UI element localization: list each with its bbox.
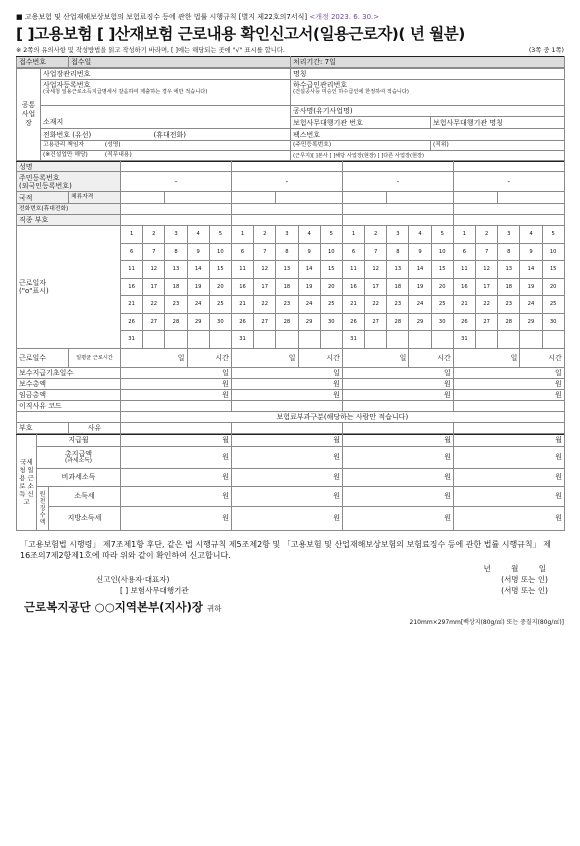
receipt-date-label: 접수일 — [69, 57, 291, 68]
worker-2-hours[interactable]: 시간 — [298, 348, 342, 367]
day-cell[interactable]: 5 — [431, 226, 453, 244]
day-cell[interactable]: 24 — [187, 296, 209, 314]
day-cell[interactable] — [365, 331, 387, 349]
day-cell[interactable]: 28 — [387, 313, 409, 331]
landline-label: (유선) — [72, 130, 92, 139]
reporter-row[interactable] — [16, 574, 564, 585]
worker-3-nation[interactable] — [342, 192, 386, 204]
day-cell[interactable]: 4 — [409, 226, 431, 244]
day-cell[interactable] — [431, 331, 453, 349]
worker-3-leave[interactable] — [342, 400, 453, 411]
day-cell[interactable]: 29 — [298, 313, 320, 331]
worker-2-code[interactable] — [231, 422, 342, 433]
worker-2-local-tax[interactable]: 원 — [232, 506, 343, 530]
worker-1-id[interactable]: - — [121, 172, 232, 192]
day-cell[interactable]: 9 — [298, 243, 320, 261]
workdays-label-note: ("o"표시) — [19, 286, 49, 295]
day-cell[interactable]: 18 — [498, 278, 520, 296]
day-cell[interactable]: 23 — [276, 296, 298, 314]
day-cell[interactable] — [209, 331, 231, 349]
day-cell[interactable] — [498, 331, 520, 349]
day-cell[interactable]: 18 — [276, 278, 298, 296]
job-code-label: 직종 부호 — [17, 215, 121, 226]
worker-2-phone[interactable] — [231, 204, 342, 215]
nontax-label: 비과세소득 — [37, 468, 121, 486]
day-cell[interactable]: 26 — [342, 313, 364, 331]
day-cell[interactable]: 18 — [165, 278, 187, 296]
day-cell[interactable] — [143, 331, 165, 349]
biz-reg-no-field[interactable] — [41, 80, 291, 106]
day-cell[interactable]: 17 — [143, 278, 165, 296]
day-cell[interactable]: 1 — [342, 226, 364, 244]
worker-3-wage[interactable]: 원 — [342, 389, 453, 400]
day-cell[interactable]: 28 — [276, 313, 298, 331]
tax-table — [16, 434, 565, 531]
worker-4-total-pay[interactable]: 원 — [453, 378, 564, 389]
worker-id-text: 주민등록번호 (외국인등록번호) — [19, 173, 72, 190]
day-cell[interactable]: 16 — [231, 278, 253, 296]
calendar-row — [17, 226, 565, 244]
taxable-pay-note: (과세소득) — [65, 457, 92, 464]
day-cell[interactable]: 4 — [520, 226, 542, 244]
day-cell[interactable]: 14 — [187, 261, 209, 279]
day-cell[interactable]: 30 — [209, 313, 231, 331]
income-tax-label: 소득세 — [49, 486, 121, 506]
day-cell[interactable]: 13 — [276, 261, 298, 279]
worker-2-id[interactable]: - — [231, 172, 342, 192]
day-cell[interactable] — [320, 331, 342, 349]
worker-1-days[interactable]: 일 — [121, 348, 188, 367]
day-cell[interactable]: 31 — [121, 331, 143, 349]
workdays-label — [17, 226, 121, 349]
worker-4-income-tax[interactable]: 원 — [454, 486, 565, 506]
day-cell[interactable]: 24 — [409, 296, 431, 314]
phone-field[interactable] — [41, 129, 291, 141]
worker-3-code[interactable] — [342, 422, 453, 433]
day-cell[interactable]: 13 — [387, 261, 409, 279]
day-cell[interactable]: 17 — [476, 278, 498, 296]
nationality-label: 국적 — [17, 192, 69, 204]
biz-reg-no-label: 사업자등록번호 — [43, 81, 91, 89]
day-cell[interactable] — [254, 331, 276, 349]
day-cell[interactable]: 8 — [165, 243, 187, 261]
day-cell[interactable] — [409, 331, 431, 349]
avg-hours-label: 일평균 근로시간 — [69, 348, 121, 367]
day-cell[interactable]: 22 — [476, 296, 498, 314]
worker-4-taxable[interactable]: 원 — [454, 446, 565, 468]
agent-label: [ ] 보험사무대행기관 — [120, 585, 189, 595]
mgmt-no-field[interactable]: 사업장관리번호 — [41, 69, 291, 80]
day-cell[interactable]: 2 — [143, 226, 165, 244]
day-cell[interactable]: 14 — [298, 261, 320, 279]
manager-duty-label: (직무내용) — [104, 152, 132, 158]
day-cell[interactable]: 29 — [409, 313, 431, 331]
form-title: [ ]고용보험 [ ]산재보험 근로내용 확인신고서(일용근로자)( 년 월분) — [16, 25, 465, 43]
day-cell[interactable]: 9 — [187, 243, 209, 261]
reporter-label: 신고인(사용자·대표자) — [96, 574, 170, 584]
day-cell[interactable]: 22 — [365, 296, 387, 314]
worker-1-taxable[interactable]: 원 — [121, 446, 232, 468]
day-cell[interactable]: 16 — [342, 278, 364, 296]
basis-days-label: 보수지급기초일수 — [17, 367, 121, 378]
day-cell[interactable]: 17 — [254, 278, 276, 296]
company-name-field[interactable]: 명칭 — [291, 69, 565, 80]
day-cell[interactable]: 26 — [121, 313, 143, 331]
worker-3-hours[interactable]: 시간 — [409, 348, 453, 367]
worker-1-basis-days[interactable]: 일 — [121, 367, 232, 378]
worker-1-code[interactable] — [121, 422, 232, 433]
worker-4-nation[interactable] — [453, 192, 497, 204]
day-cell[interactable]: 5 — [209, 226, 231, 244]
day-cell[interactable]: 9 — [520, 243, 542, 261]
day-cell[interactable]: 3 — [498, 226, 520, 244]
day-cell[interactable]: 18 — [387, 278, 409, 296]
day-cell[interactable]: 29 — [187, 313, 209, 331]
day-cell[interactable]: 25 — [209, 296, 231, 314]
day-cell[interactable]: 23 — [165, 296, 187, 314]
premium-note: 보험료부과구분(해당하는 사람만 적습니다) — [121, 411, 565, 422]
manager-row-2[interactable] — [41, 151, 291, 161]
day-cell[interactable]: 30 — [320, 313, 342, 331]
worker-4-local-tax[interactable]: 원 — [454, 506, 565, 530]
reporter-sign[interactable]: (서명 또는 인) — [501, 574, 548, 584]
instructions-text: ※ 2쪽의 유의사항 및 작성방법을 읽고 작성하기 바라며, [ ]에는 해당되는 곳에 "√" 표시를 합니다. — [16, 47, 285, 54]
day-cell[interactable]: 16 — [453, 278, 475, 296]
day-cell[interactable]: 5 — [320, 226, 342, 244]
local-tax-label: 지방소득세 — [49, 506, 121, 530]
worker-2-wage[interactable]: 원 — [231, 389, 342, 400]
day-cell[interactable] — [387, 331, 409, 349]
day-cell[interactable]: 21 — [121, 296, 143, 314]
day-cell[interactable]: 4 — [298, 226, 320, 244]
day-cell[interactable]: 22 — [254, 296, 276, 314]
day-cell[interactable]: 7 — [365, 243, 387, 261]
worker-3-nontax[interactable]: 원 — [343, 468, 454, 486]
manager-id-field[interactable]: (주민등록번호) — [291, 141, 431, 151]
worker-3-id[interactable]: - — [342, 172, 453, 192]
day-cell[interactable]: 21 — [342, 296, 364, 314]
worker-3-job[interactable] — [342, 215, 453, 226]
day-cell[interactable]: 11 — [342, 261, 364, 279]
day-cell[interactable]: 25 — [320, 296, 342, 314]
day-cell[interactable]: 15 — [320, 261, 342, 279]
day-cell[interactable]: 1 — [453, 226, 475, 244]
sub-mgmt-no-field[interactable] — [291, 80, 565, 106]
worker-1-leave[interactable] — [121, 400, 232, 411]
worker-1-wage[interactable]: 원 — [121, 389, 232, 400]
day-cell[interactable] — [298, 331, 320, 349]
total-pay-label: 보수총액 — [17, 378, 121, 389]
premium-blank — [17, 411, 121, 422]
day-cell[interactable]: 2 — [254, 226, 276, 244]
worker-4-pay-month[interactable]: 월 — [454, 434, 565, 446]
day-cell[interactable]: 8 — [276, 243, 298, 261]
agent-name-field[interactable]: 보험사무대행기관 명칭 — [431, 117, 565, 129]
day-cell[interactable]: 31 — [231, 331, 253, 349]
manager-note: (※건설업만 해당) — [43, 152, 88, 158]
day-cell[interactable]: 19 — [298, 278, 320, 296]
worker-4-visa[interactable] — [498, 192, 565, 204]
day-cell[interactable]: 21 — [231, 296, 253, 314]
day-cell[interactable]: 15 — [209, 261, 231, 279]
worker-1-hours[interactable]: 시간 — [187, 348, 231, 367]
worker-1-income-tax[interactable]: 원 — [121, 486, 232, 506]
paper-spec: 210mm×297mm[백상지(80g/㎡) 또는 중질지(80g/㎡)] — [409, 618, 564, 626]
recipient — [16, 599, 564, 615]
processing-period: 처리기간: 7일 — [291, 57, 565, 68]
day-cell[interactable]: 24 — [298, 296, 320, 314]
law-ref-text: ■ 고용보험 및 산업재해보상보험의 보험료징수 등에 관한 법률 시행규칙 [별지 제22호의7서식] — [16, 13, 308, 21]
day-cell[interactable]: 2 — [476, 226, 498, 244]
worker-name-label: 성명 — [17, 162, 121, 172]
worker-3-total-pay[interactable]: 원 — [342, 378, 453, 389]
worker-1-nation[interactable] — [121, 192, 165, 204]
code-label: 부호 — [17, 422, 69, 433]
day-cell[interactable] — [520, 331, 542, 349]
day-cell[interactable]: 25 — [431, 296, 453, 314]
worker-2-total-pay[interactable]: 원 — [231, 378, 342, 389]
leave-code-label: 이직사유 코드 — [17, 400, 121, 411]
employer-section-label: 공통 사업장 — [17, 69, 41, 161]
worker-3-days[interactable]: 일 — [342, 348, 409, 367]
worker-3-basis-days[interactable]: 일 — [342, 367, 453, 378]
manager-pos-field[interactable]: (직위) — [431, 141, 565, 151]
worker-2-visa[interactable] — [276, 192, 343, 204]
day-cell[interactable]: 28 — [498, 313, 520, 331]
worker-4-hours[interactable]: 시간 — [520, 348, 564, 367]
day-cell[interactable]: 30 — [431, 313, 453, 331]
address-spacer — [41, 106, 291, 117]
day-cell[interactable]: 11 — [121, 261, 143, 279]
worker-4-job[interactable] — [453, 215, 564, 226]
worker-3-pay-month[interactable]: 월 — [343, 434, 454, 446]
page-info: (3쪽 중 1쪽) — [528, 47, 564, 54]
tax-section-label: 국세청 일용 근로 소득 신고 — [17, 434, 37, 530]
day-cell[interactable]: 27 — [143, 313, 165, 331]
worker-1-total-pay[interactable]: 원 — [121, 378, 232, 389]
worker-3-taxable[interactable]: 원 — [343, 446, 454, 468]
worker-2-job[interactable] — [231, 215, 342, 226]
worker-2-days[interactable]: 일 — [231, 348, 298, 367]
day-cell[interactable]: 12 — [365, 261, 387, 279]
day-cell[interactable]: 10 — [209, 243, 231, 261]
day-cell[interactable]: 20 — [209, 278, 231, 296]
worker-2-taxable[interactable]: 원 — [232, 446, 343, 468]
manager-name-label: (성명) — [104, 142, 121, 148]
worker-1-local-tax[interactable]: 원 — [121, 506, 232, 530]
fax-field[interactable]: 팩스번호 — [291, 129, 565, 141]
day-cell[interactable]: 23 — [498, 296, 520, 314]
day-cell[interactable]: 12 — [476, 261, 498, 279]
worker-2-name[interactable] — [231, 162, 342, 172]
worker-2-leave[interactable] — [231, 400, 342, 411]
worker-1-visa[interactable] — [165, 192, 232, 204]
day-cell[interactable]: 3 — [387, 226, 409, 244]
form-page — [16, 12, 564, 626]
day-cell[interactable]: 27 — [365, 313, 387, 331]
day-cell[interactable]: 21 — [453, 296, 475, 314]
worker-4-basis-days[interactable]: 일 — [453, 367, 564, 378]
worker-1-name[interactable] — [121, 162, 232, 172]
day-cell[interactable]: 10 — [542, 243, 564, 261]
worker-id-label — [17, 172, 121, 192]
day-cell[interactable]: 17 — [365, 278, 387, 296]
worker-3-income-tax[interactable]: 원 — [343, 486, 454, 506]
day-cell[interactable]: 7 — [143, 243, 165, 261]
address-field[interactable]: 소재지 — [41, 117, 291, 129]
day-cell[interactable]: 19 — [187, 278, 209, 296]
day-cell[interactable]: 13 — [498, 261, 520, 279]
day-cell[interactable] — [542, 331, 564, 349]
day-cell[interactable] — [476, 331, 498, 349]
day-cell[interactable]: 24 — [520, 296, 542, 314]
day-cell[interactable]: 1 — [121, 226, 143, 244]
worker-3-name[interactable] — [342, 162, 453, 172]
agent-sign[interactable]: (서명 또는 인) — [501, 585, 548, 595]
taxable-pay-text: 총지급액 — [64, 449, 93, 458]
worker-phone-label: 전화번호(휴대전화) — [17, 204, 121, 215]
worker-3-visa[interactable] — [387, 192, 454, 204]
day-cell[interactable]: 27 — [254, 313, 276, 331]
day-cell[interactable]: 7 — [476, 243, 498, 261]
worker-1-pay-month[interactable]: 월 — [121, 434, 232, 446]
day-cell[interactable]: 20 — [320, 278, 342, 296]
worker-3-phone[interactable] — [342, 204, 453, 215]
worker-table — [16, 161, 565, 434]
day-cell[interactable]: 26 — [231, 313, 253, 331]
day-cell[interactable]: 13 — [165, 261, 187, 279]
recipient-honorific: 귀하 — [207, 603, 222, 613]
day-cell[interactable]: 10 — [320, 243, 342, 261]
day-cell[interactable]: 1 — [231, 226, 253, 244]
day-cell[interactable]: 22 — [143, 296, 165, 314]
revision-date: <개정 2023. 6. 30.> — [309, 13, 380, 21]
day-cell[interactable]: 29 — [520, 313, 542, 331]
day-cell[interactable]: 3 — [276, 226, 298, 244]
day-cell[interactable]: 2 — [365, 226, 387, 244]
day-cell[interactable]: 3 — [165, 226, 187, 244]
day-cell[interactable]: 7 — [254, 243, 276, 261]
worker-4-phone[interactable] — [453, 204, 564, 215]
worker-1-nontax[interactable]: 원 — [121, 468, 232, 486]
day-cell[interactable] — [276, 331, 298, 349]
taxable-pay-label — [37, 446, 121, 468]
day-cell[interactable]: 31 — [342, 331, 364, 349]
agent-no-field[interactable]: 보험사무대행기관 번호 — [291, 117, 431, 129]
day-cell[interactable]: 6 — [342, 243, 364, 261]
day-cell[interactable]: 15 — [542, 261, 564, 279]
day-cell[interactable]: 9 — [409, 243, 431, 261]
worker-4-wage[interactable]: 원 — [453, 389, 564, 400]
day-cell[interactable]: 6 — [453, 243, 475, 261]
manager-label: 고용관리 책임자 — [43, 142, 85, 148]
day-cell[interactable]: 14 — [409, 261, 431, 279]
day-cell[interactable] — [165, 331, 187, 349]
workdays-count-label: 근로일수 — [17, 348, 69, 367]
day-cell[interactable]: 11 — [453, 261, 475, 279]
day-cell[interactable]: 12 — [143, 261, 165, 279]
day-cell[interactable]: 8 — [387, 243, 409, 261]
biz-reg-note: (국세청 일용근로소득지급명세서 갈음하여 제출하는 경우 에만 적습니다) — [43, 89, 208, 95]
worker-2-nation[interactable] — [231, 192, 275, 204]
phone-label: 전화번호 — [43, 130, 71, 139]
day-cell[interactable]: 15 — [431, 261, 453, 279]
day-cell[interactable]: 31 — [453, 331, 475, 349]
worker-1-job[interactable] — [121, 215, 232, 226]
workdays-calendar — [17, 226, 565, 349]
reason-label: 사유 — [69, 422, 121, 433]
day-cell[interactable]: 12 — [254, 261, 276, 279]
receipt-table — [16, 56, 565, 68]
day-cell[interactable]: 10 — [431, 243, 453, 261]
mobile-label: (휴대전화) — [153, 130, 187, 139]
day-cell[interactable]: 5 — [542, 226, 564, 244]
day-cell[interactable]: 11 — [231, 261, 253, 279]
day-cell[interactable]: 30 — [542, 313, 564, 331]
day-cell[interactable]: 16 — [121, 278, 143, 296]
employer-table — [16, 68, 565, 161]
worker-4-id[interactable]: - — [453, 172, 564, 192]
day-cell[interactable]: 26 — [453, 313, 475, 331]
day-cell[interactable]: 25 — [542, 296, 564, 314]
manager-place-field[interactable]: (근무지)[ ]본사 [ ]해당 사업장(현장) [ ]다른 사업장(현장) — [291, 151, 565, 161]
sub-mgmt-no-label: 하수급인관리번호 — [293, 81, 348, 89]
day-cell[interactable]: 19 — [409, 278, 431, 296]
day-cell[interactable]: 6 — [121, 243, 143, 261]
sub-mgmt-note: (건설공사등 미승인 하수급인에 한정하여 적습니다) — [293, 89, 409, 95]
worker-4-days[interactable]: 일 — [453, 348, 520, 367]
day-cell[interactable]: 28 — [165, 313, 187, 331]
wage-total-label: 임금총액 — [17, 389, 121, 400]
worker-4-code[interactable] — [453, 422, 564, 433]
day-cell[interactable]: 27 — [476, 313, 498, 331]
day-cell[interactable]: 14 — [520, 261, 542, 279]
project-name-field[interactable]: 공사명(유기사업명) — [291, 106, 565, 117]
day-cell[interactable]: 4 — [187, 226, 209, 244]
pay-month-label: 지급월 — [37, 434, 121, 446]
day-cell[interactable]: 20 — [431, 278, 453, 296]
withholding-label: 원천징수액 — [37, 486, 49, 530]
agent-row[interactable] — [16, 585, 564, 596]
manager-row-1[interactable] — [41, 141, 291, 151]
workdays-label-text: 근로일자 — [19, 278, 47, 287]
recipient-name: 근로복지공단 ○○지역본부(지사)장 — [24, 599, 203, 614]
worker-1-phone[interactable] — [121, 204, 232, 215]
day-cell[interactable]: 6 — [231, 243, 253, 261]
day-cell[interactable]: 23 — [387, 296, 409, 314]
day-cell[interactable]: 20 — [542, 278, 564, 296]
worker-2-basis-days[interactable]: 일 — [231, 367, 342, 378]
worker-2-pay-month[interactable]: 월 — [232, 434, 343, 446]
instructions-line — [16, 46, 564, 55]
worker-4-leave[interactable] — [453, 400, 564, 411]
declaration-date[interactable]: 년 월 일 — [483, 563, 546, 573]
declaration-text: 「고용보험법 시행령」 제7조제1항 후단, 같은 법 시행규칙 제5조제2항 및 「고용보험 및 산업재해보상보험의 보험료징수 등에 관한 법률 시행규칙」 제16조의7제2항제1호에 따라 위와 같이 확인하여 신고합니다. — [20, 539, 551, 560]
receipt-no-label: 접수번호 — [17, 57, 69, 68]
day-cell[interactable] — [187, 331, 209, 349]
worker-2-nontax[interactable]: 원 — [232, 468, 343, 486]
day-cell[interactable]: 19 — [520, 278, 542, 296]
worker-3-local-tax[interactable]: 원 — [343, 506, 454, 530]
day-cell[interactable]: 8 — [498, 243, 520, 261]
worker-4-name[interactable] — [453, 162, 564, 172]
visa-label: 체류자격 — [69, 192, 121, 204]
law-reference — [16, 12, 564, 22]
worker-2-income-tax[interactable]: 원 — [232, 486, 343, 506]
worker-4-nontax[interactable]: 원 — [454, 468, 565, 486]
